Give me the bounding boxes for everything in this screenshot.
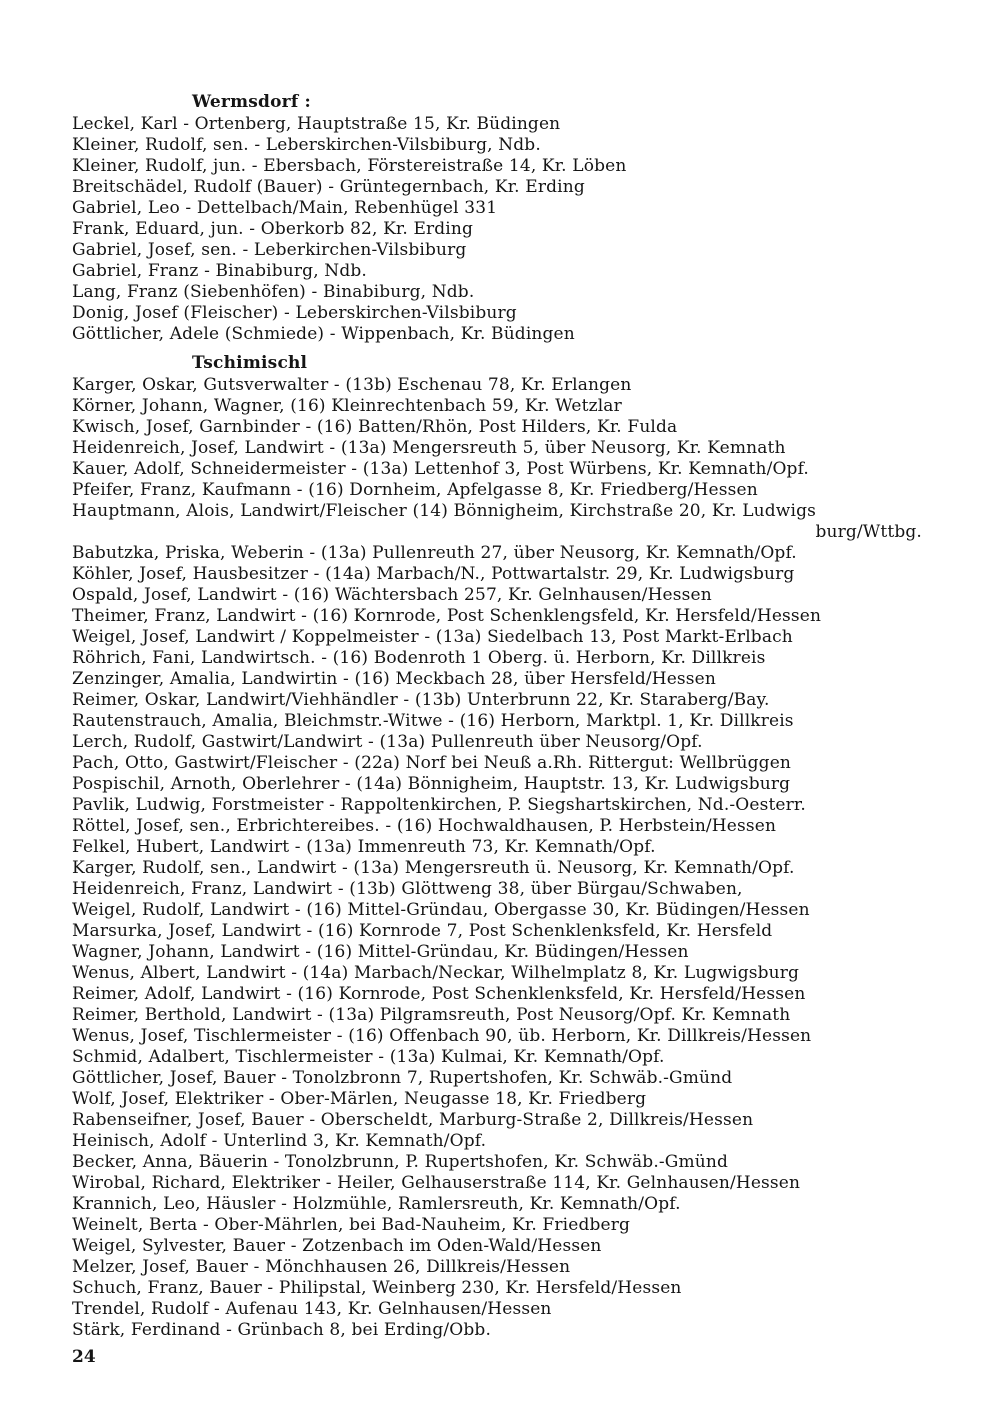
list-item: Göttlicher, Adele (Schmiede) - Wippenbach, Kr. Büdingen <box>72 324 575 344</box>
list-item: Weinelt, Berta - Ober-Mährlen, bei Bad-Nauheim, Kr. Friedberg <box>72 1215 631 1235</box>
list-item: Melzer, Josef, Bauer - Mönchhausen 26, Dillkreis/Hessen <box>72 1257 571 1277</box>
list-item: Frank, Eduard, jun. - Oberkorb 82, Kr. Erding <box>72 219 474 239</box>
list-item: Stärk, Ferdinand - Grünbach 8, bei Erding/Obb. <box>72 1320 492 1340</box>
list-item: Becker, Anna, Bäuerin - Tonolzbrunn, P. Rupertshofen, Kr. Schwäb.-Gmünd <box>72 1152 729 1172</box>
list-item: Gabriel, Josef, sen. - Leberkirchen-Vilsbiburg <box>72 240 467 260</box>
list-item: Schmid, Adalbert, Tischlermeister - (13a) Kulmai, Kr. Kemnath/Opf. <box>72 1047 665 1067</box>
list-item: Gabriel, Leo - Dettelbach/Main, Rebenhügel 331 <box>72 198 498 218</box>
list-item: Theimer, Franz, Landwirt - (16) Kornrode, Post Schenklengsfeld, Kr. Hersfeld/Hessen <box>72 606 822 626</box>
entry-list-tschimischl <box>72 375 952 1341</box>
list-item: Zenzinger, Amalia, Landwirtin - (16) Meckbach 28, über Hersfeld/Hessen <box>72 669 716 689</box>
section-heading-wermsdorf: Wermsdorf : <box>192 92 311 112</box>
list-item: Marsurka, Josef, Landwirt - (16) Kornrode 7, Post Schenklenksfeld, Kr. Hersfeld <box>72 921 773 941</box>
list-item: Breitschädel, Rudolf (Bauer) - Grüntegernbach, Kr. Erding <box>72 177 585 197</box>
list-item: Hauptmann, Alois, Landwirt/Fleischer (14) Bönnigheim, Kirchstraße 20, Kr. Ludwigs <box>72 501 817 521</box>
list-item: Wolf, Josef, Elektriker - Ober-Märlen, Neugasse 18, Kr. Friedberg <box>72 1089 647 1109</box>
list-item: Reimer, Oskar, Landwirt/Viehhändler - (13b) Unterbrunn 22, Kr. Staraberg/Bay. <box>72 690 770 710</box>
list-item: Karger, Rudolf, sen., Landwirt - (13a) Mengersreuth ü. Neusorg, Kr. Kemnath/Opf. <box>72 858 795 878</box>
list-item: Wirobal, Richard, Elektriker - Heiler, Gelhauserstraße 114, Kr. Gelnhausen/Hessen <box>72 1173 801 1193</box>
list-item: Donig, Josef (Fleischer) - Leberskirchen-Vilsbiburg <box>72 303 517 323</box>
list-item: Karger, Oskar, Gutsverwalter - (13b) Eschenau 78, Kr. Erlangen <box>72 375 632 395</box>
list-item: Röttel, Josef, sen., Erbrichtereibes. - (16) Hochwaldhausen, P. Herbstein/Hessen <box>72 816 777 836</box>
list-item: Kwisch, Josef, Garnbinder - (16) Batten/Rhön, Post Hilders, Kr. Fulda <box>72 417 678 437</box>
list-item: Reimer, Berthold, Landwirt - (13a) Pilgramsreuth, Post Neusorg/Opf. Kr. Kemnath <box>72 1005 791 1025</box>
list-item: Pospischil, Arnoth, Oberlehrer - (14a) Bönnigheim, Hauptstr. 13, Kr. Ludwigsburg <box>72 774 791 794</box>
list-item: Kauer, Adolf, Schneidermeister - (13a) Lettenhof 3, Post Würbens, Kr. Kemnath/Opf. <box>72 459 809 479</box>
list-item: Reimer, Adolf, Landwirt - (16) Kornrode, Post Schenklenksfeld, Kr. Hersfeld/Hessen <box>72 984 806 1004</box>
page-number: 24 <box>72 1347 96 1367</box>
list-item: Ospald, Josef, Landwirt - (16) Wächtersbach 257, Kr. Gelnhausen/Hessen <box>72 585 712 605</box>
list-item: burg/Wttbg. <box>815 522 922 542</box>
list-item: Wagner, Johann, Landwirt - (16) Mittel-Gründau, Kr. Büdingen/Hessen <box>72 942 689 962</box>
list-item: Lerch, Rudolf, Gastwirt/Landwirt - (13a) Pullenreuth über Neusorg/Opf. <box>72 732 703 752</box>
list-item: Röhrich, Fani, Landwirtsch. - (16) Bodenroth 1 Oberg. ü. Herborn, Kr. Dillkreis <box>72 648 766 668</box>
list-item: Kleiner, Rudolf, sen. - Leberskirchen-Vilsbiburg, Ndb. <box>72 135 541 155</box>
list-item: Gabriel, Franz - Binabiburg, Ndb. <box>72 261 367 281</box>
list-item: Göttlicher, Josef, Bauer - Tonolzbronn 7, Rupertshofen, Kr. Schwäb.-Gmünd <box>72 1068 733 1088</box>
list-item: Leckel, Karl - Ortenberg, Hauptstraße 15, Kr. Büdingen <box>72 114 561 134</box>
list-item: Kleiner, Rudolf, jun. - Ebersbach, Förstereistraße 14, Kr. Löben <box>72 156 627 176</box>
list-item: Felkel, Hubert, Landwirt - (13a) Immenreuth 73, Kr. Kemnath/Opf. <box>72 837 656 857</box>
list-item: Körner, Johann, Wagner, (16) Kleinrechtenbach 59, Kr. Wetzlar <box>72 396 622 416</box>
list-item: Pfeifer, Franz, Kaufmann - (16) Dornheim, Apfelgasse 8, Kr. Friedberg/Hessen <box>72 480 758 500</box>
list-item: Lang, Franz (Siebenhöfen) - Binabiburg, Ndb. <box>72 282 475 302</box>
list-item: Babutzka, Priska, Weberin - (13a) Pullenreuth 27, über Neusorg, Kr. Kemnath/Opf. <box>72 543 797 563</box>
list-item: Köhler, Josef, Hausbesitzer - (14a) Marbach/N., Pottwartalstr. 29, Kr. Ludwigsburg <box>72 564 795 584</box>
list-item: Heidenreich, Franz, Landwirt - (13b) Glöttweng 38, über Bürgau/Schwaben, <box>72 879 743 899</box>
list-item: Rabenseifner, Josef, Bauer - Oberscheldt, Marburg-Straße 2, Dillkreis/Hessen <box>72 1110 754 1130</box>
list-item: Pach, Otto, Gastwirt/Fleischer - (22a) Norf bei Neuß a.Rh. Rittergut: Wellbrüggen <box>72 753 792 773</box>
list-item: Wenus, Josef, Tischlermeister - (16) Offenbach 90, üb. Herborn, Kr. Dillkreis/Hessen <box>72 1026 812 1046</box>
section-heading-tschimischl: Tschimischl <box>192 353 308 373</box>
list-item: Trendel, Rudolf - Aufenau 143, Kr. Gelnhausen/Hessen <box>72 1299 552 1319</box>
list-item: Weigel, Sylvester, Bauer - Zotzenbach im Oden-Wald/Hessen <box>72 1236 602 1256</box>
list-item: Krannich, Leo, Häusler - Holzmühle, Ramlersreuth, Kr. Kemnath/Opf. <box>72 1194 681 1214</box>
list-item: Wenus, Albert, Landwirt - (14a) Marbach/Neckar, Wilhelmplatz 8, Kr. Lugwigsburg <box>72 963 800 983</box>
list-item: Weigel, Rudolf, Landwirt - (16) Mittel-Gründau, Obergasse 30, Kr. Büdingen/Hessen <box>72 900 810 920</box>
list-item: Rautenstrauch, Amalia, Bleichmstr.-Witwe - (16) Herborn, Marktpl. 1, Kr. Dillkreis <box>72 711 794 731</box>
list-item: Weigel, Josef, Landwirt / Koppelmeister - (13a) Siedelbach 13, Post Markt-Erlbach <box>72 627 793 647</box>
list-item: Heinisch, Adolf - Unterlind 3, Kr. Kemnath/Opf. <box>72 1131 487 1151</box>
list-item: Schuch, Franz, Bauer - Philipstal, Weinberg 230, Kr. Hersfeld/Hessen <box>72 1278 682 1298</box>
list-item: Pavlik, Ludwig, Forstmeister - Rappoltenkirchen, P. Siegshartskirchen, Nd.-Oesterr. <box>72 795 806 815</box>
entry-list-wermsdorf <box>72 114 952 345</box>
list-item: Heidenreich, Josef, Landwirt - (13a) Mengersreuth 5, über Neusorg, Kr. Kemnath <box>72 438 786 458</box>
